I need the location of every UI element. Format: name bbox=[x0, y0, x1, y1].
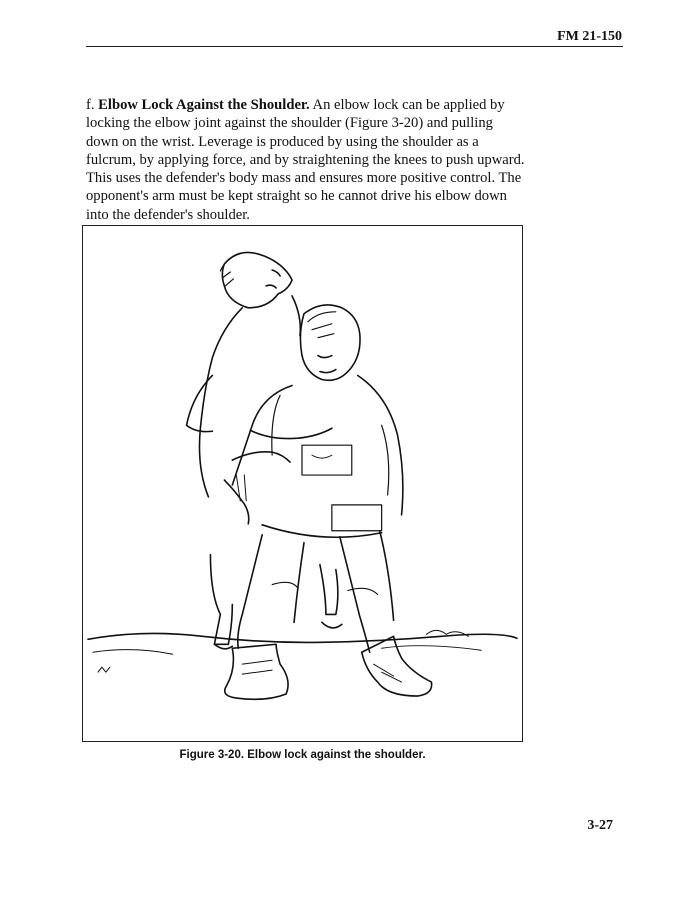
page-number: 3-27 bbox=[587, 818, 613, 833]
ground-icon bbox=[88, 630, 517, 672]
body-paragraph bbox=[86, 96, 526, 224]
header-rule bbox=[86, 46, 623, 47]
opponent-figure-icon bbox=[187, 252, 342, 648]
figure-caption: Figure 3-20. Elbow lock against the shoulder. bbox=[179, 749, 426, 761]
paragraph-text: An elbow lock can be applied by locking the elbow joint against the shoulder (Figure 3-20) and pulling down on the wrist. Leverage is produced by using the shoulder as a fulcrum, by applying force, and by straightening the knees to push upward. This uses the defender's body mass and ensures more positive control. The opponent's arm must be kept straight so he cannot drive his elbow down into the defender's shoulder. bbox=[86, 97, 525, 223]
figure-frame bbox=[82, 225, 523, 742]
paragraph-marker: f. bbox=[86, 97, 95, 113]
manual-code: FM 21-150 bbox=[557, 29, 622, 44]
line-drawing-elbow-lock-icon bbox=[83, 226, 522, 741]
paragraph-lead: Elbow Lock Against the Shoulder. bbox=[98, 97, 310, 113]
